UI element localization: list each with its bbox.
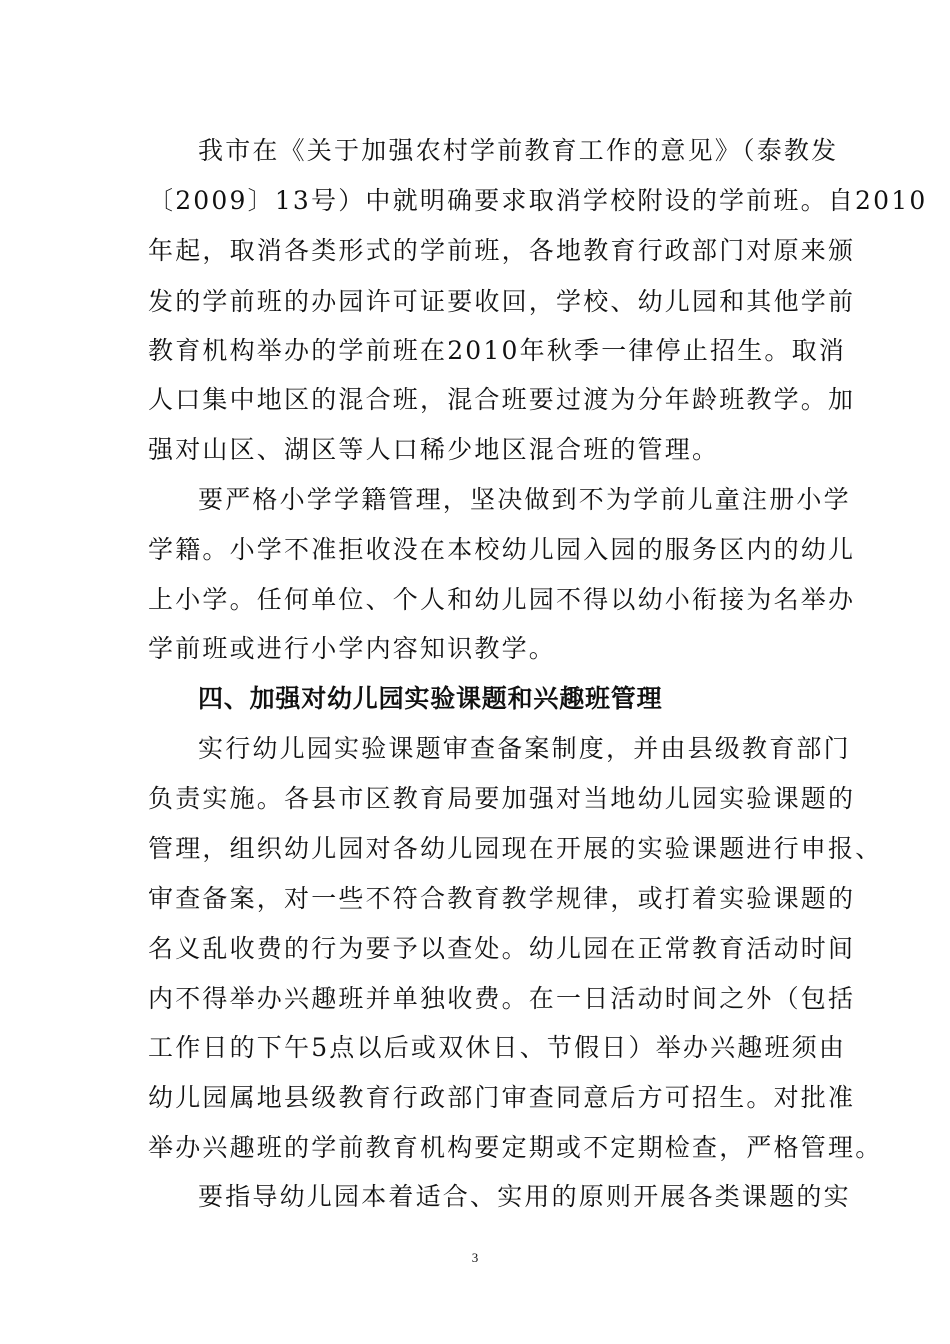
text-line: 上小学。任何单位、个人和幼儿园不得以幼小衔接为名举办 <box>148 585 856 614</box>
text-line: 内不得举办兴趣班并单独收费。在一日活动时间之外（包括 <box>148 984 856 1013</box>
page-number: 3 <box>471 1250 479 1265</box>
text-line: 学籍。小学不准拒收没在本校幼儿园入园的服务区内的幼儿 <box>148 535 856 564</box>
section-heading: 四、加强对幼儿园实验课题和兴趣班管理 <box>198 684 663 713</box>
text-line: 教育机构举办的学前班在2010年秋季一律停止招生。取消 <box>148 336 847 365</box>
text-line: 负责实施。各县市区教育局要加强对当地幼儿园实验课题的 <box>148 784 856 813</box>
text-line: 工作日的下午5点以后或双休日、节假日）举办兴趣班须由 <box>148 1033 847 1062</box>
text-line: 实行幼儿园实验课题审查备案制度，并由县级教育部门 <box>198 734 851 763</box>
text-line: 要严格小学学籍管理，坚决做到不为学前儿童注册小学 <box>198 485 851 514</box>
text-line: 管理，组织幼儿园对各幼儿园现在开展的实验课题进行申报、 <box>148 834 883 863</box>
text-line: 要指导幼儿园本着适合、实用的原则开展各类课题的实 <box>198 1182 851 1211</box>
text-line: 举办兴趣班的学前教育机构要定期或不定期检查，严格管理。 <box>148 1133 883 1162</box>
text-line: 发的学前班的办园许可证要收回，学校、幼儿园和其他学前 <box>148 287 856 316</box>
text-line: 名义乱收费的行为要予以查处。幼儿园在正常教育活动时间 <box>148 934 856 963</box>
text-line: 幼儿园属地县级教育行政部门审查同意后方可招生。对批准 <box>148 1083 856 1112</box>
text-line: 审查备案，对一些不符合教育教学规律，或打着实验课题的 <box>148 884 856 913</box>
text-line: 〔2009〕13号）中就明确要求取消学校附设的学前班。自2010 <box>148 186 928 215</box>
text-line: 我市在《关于加强农村学前教育工作的意见》（泰教发 <box>198 136 839 165</box>
text-line: 强对山区、湖区等人口稀少地区混合班的管理。 <box>148 435 720 464</box>
text-line: 人口集中地区的混合班，混合班要过渡为分年龄班教学。加 <box>148 385 856 414</box>
text-line: 年起，取消各类形式的学前班，各地教育行政部门对原来颁 <box>148 236 856 265</box>
text-line: 学前班或进行小学内容知识教学。 <box>148 634 557 663</box>
